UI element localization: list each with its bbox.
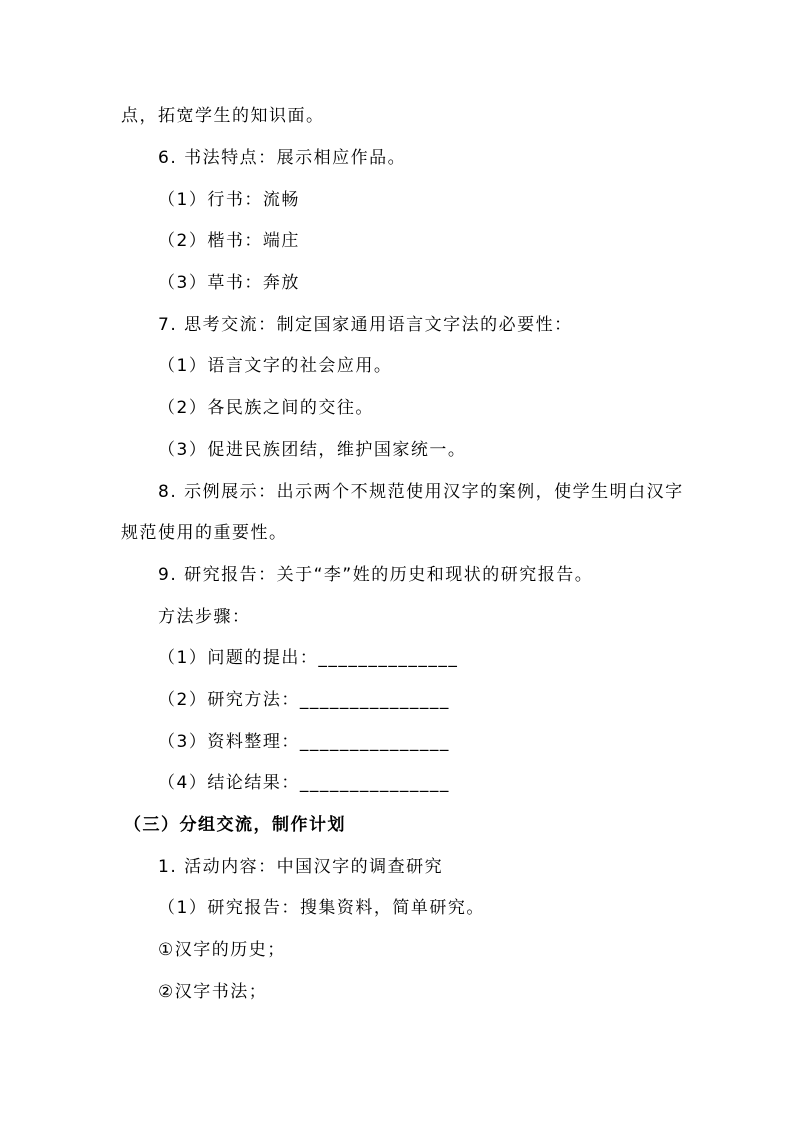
- text-line: ②汉字书法；: [158, 982, 268, 1002]
- section-heading: （三）分组交流，制作计划: [124, 815, 346, 835]
- text-line: 7. 思考交流：制定国家通用语言文字法的必要性：: [158, 315, 573, 335]
- text-line: （2）各民族之间的交往。: [158, 398, 374, 418]
- text-line: （4）结论结果：_______________: [158, 773, 450, 793]
- text-line: （3）资料整理：_______________: [158, 732, 450, 752]
- text-line: （3）草书：奔放: [158, 273, 300, 293]
- text-line: （2）研究方法：_______________: [158, 690, 450, 710]
- text-line: 点，拓宽学生的知识面。: [121, 106, 325, 126]
- text-line: （2）楷书：端庄: [158, 231, 300, 251]
- text-line: （1）研究报告：搜集资料，简单研究。: [158, 898, 485, 918]
- text-line: （1）语言文字的社会应用。: [158, 356, 393, 376]
- text-line: 9. 研究报告：关于“李”姓的历史和现状的研究报告。: [158, 565, 594, 585]
- text-line: （3）促进民族团结，维护国家统一。: [158, 440, 467, 460]
- text-line: 8. 示例展示：出示两个不规范使用汉字的案例，使学生明白汉字: [158, 482, 684, 502]
- text-line: 规范使用的重要性。: [121, 523, 288, 543]
- text-line: （1）行书：流畅: [158, 190, 300, 210]
- text-line: （1）问题的提出：______________: [158, 648, 459, 668]
- text-line: 1. 活动内容：中国汉字的调查研究: [158, 857, 444, 877]
- text-line: 方法步骤：: [158, 607, 251, 627]
- text-line: 6. 书法特点：展示相应作品。: [158, 148, 407, 168]
- text-line: ①汉字的历史；: [158, 940, 286, 960]
